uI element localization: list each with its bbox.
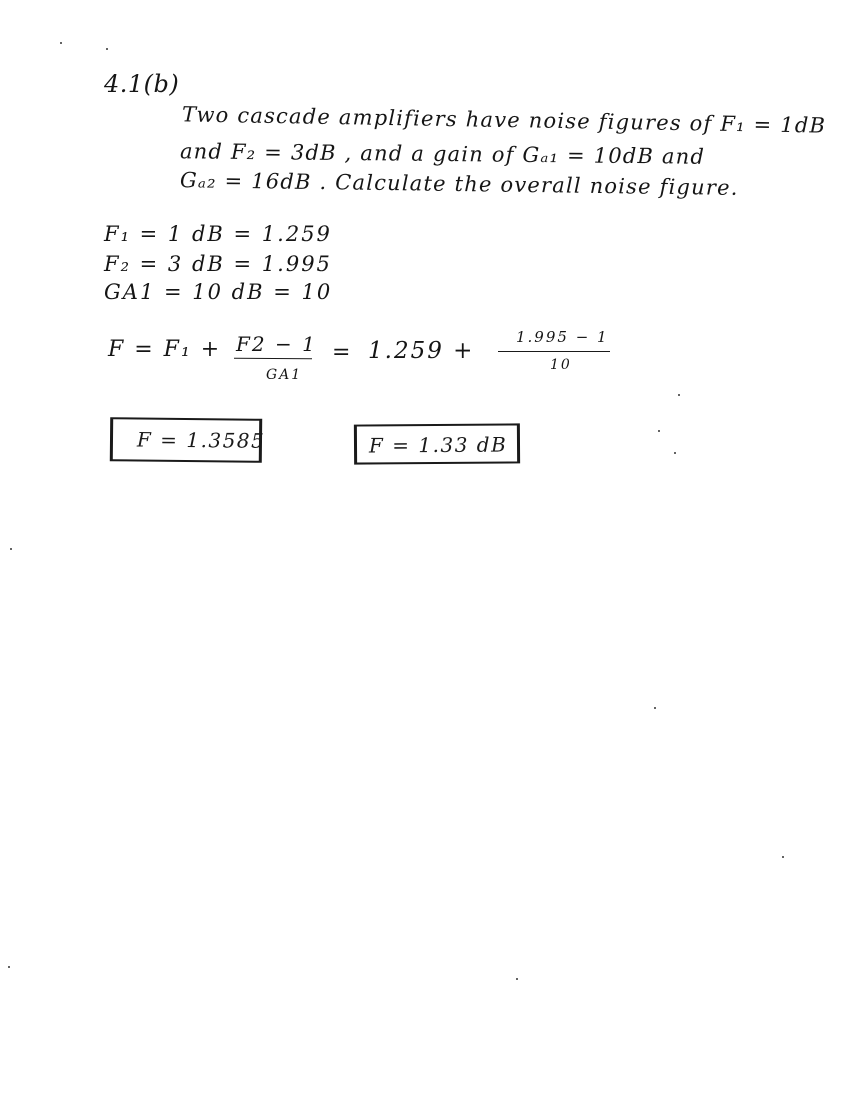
- fraction-1-denominator: GA1: [266, 367, 303, 383]
- fraction-2-numerator: 1.995 − 1: [516, 328, 609, 346]
- equation-value: 1.259 +: [368, 338, 475, 364]
- scan-speck: [674, 452, 676, 454]
- result-db: F = 1.33 dB: [368, 432, 508, 458]
- problem-statement-line-2: and F₂ = 3dB , and a gain of Gₐ₁ = 10dB and: [179, 139, 706, 169]
- fraction-1-bar: [234, 358, 312, 360]
- fraction-2-denominator: 10: [550, 357, 572, 373]
- problem-statement-line-1: Two cascade amplifiers have noise figures of F₁ = 1dB: [181, 102, 827, 138]
- fraction-2-bar: [498, 351, 610, 352]
- scan-speck: [782, 856, 784, 858]
- problem-statement-line-3: Gₐ₂ = 16dB . Calculate the overall noise figure.: [179, 168, 739, 200]
- scan-speck: [10, 548, 12, 550]
- scan-speck: [678, 394, 680, 396]
- scan-speck: [516, 978, 518, 980]
- scan-speck: [106, 48, 108, 50]
- fraction-1-numerator: F2 − 1: [236, 332, 317, 356]
- scan-speck: [654, 707, 656, 709]
- equation-lhs: F = F₁ +: [108, 337, 222, 362]
- equation-equals: =: [332, 340, 353, 365]
- result-linear: F = 1.3585: [136, 427, 266, 453]
- problem-number: 4.1(b): [104, 70, 180, 98]
- result-box-linear: [110, 417, 266, 463]
- scan-speck: [60, 42, 62, 44]
- given-value-ga1: GA1 = 10 dB = 10: [104, 280, 333, 304]
- given-value-f2: F₂ = 3 dB = 1.995: [104, 252, 332, 276]
- given-value-f1: F₁ = 1 dB = 1.259: [104, 222, 332, 246]
- scan-speck: [8, 966, 10, 968]
- result-box-db: [354, 423, 520, 464]
- scan-speck: [658, 430, 660, 432]
